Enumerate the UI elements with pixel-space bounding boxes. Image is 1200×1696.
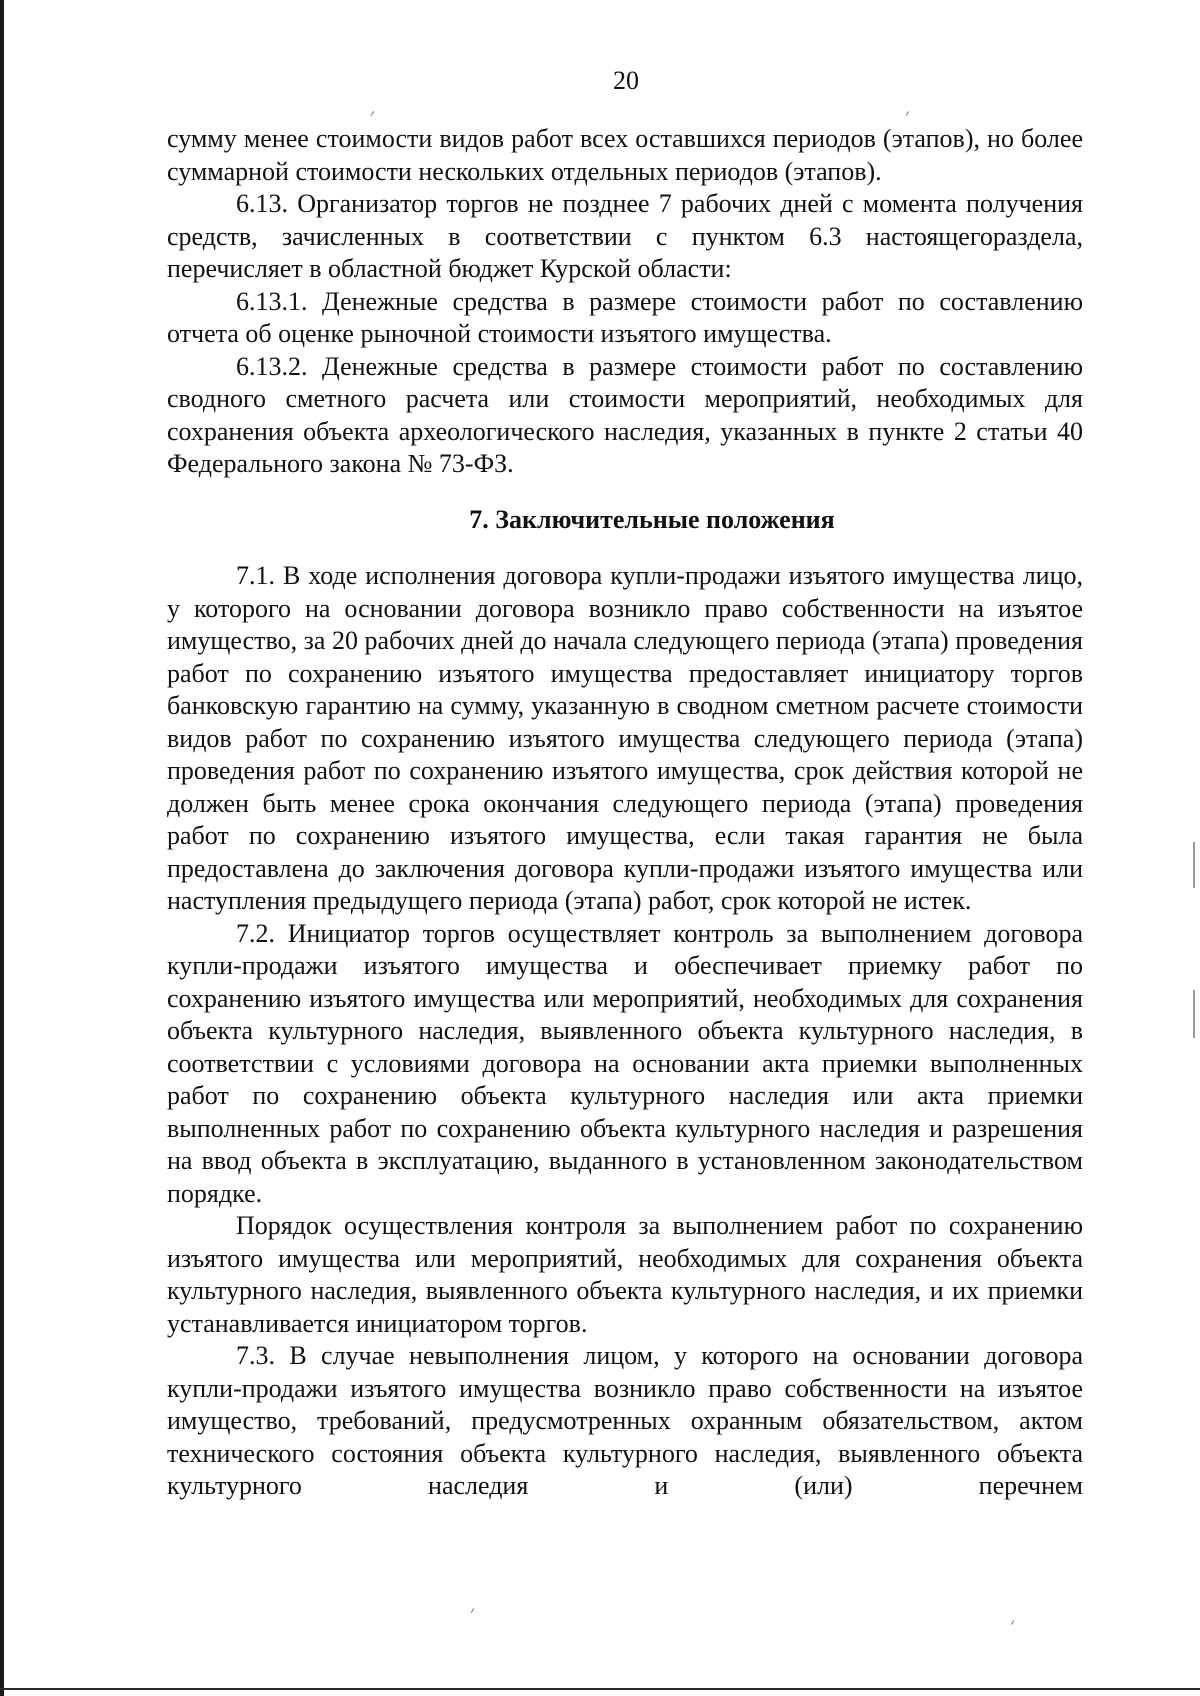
paragraph-7-1: 7.1. В ходе исполнения договора купли-продажи изъятого имущества лицо, у которого на основании договора возникло право собственности на изъятое имущество, за 20 рабочих дней до начала следующего периода (этапа) проведения работ по сохранению изъятого имущества предоставляет инициатору торгов банковскую гарантию на сумму, указанную в сводном сметном расчете стоимости видов работ по сохранению изъятого имущества следующего периода (этапа) проведения работ по сохранению изъятого имущества, срок действия которой не должен быть менее срока окончания следующего периода (этапа) проведения работ по сохранению изъятого имущества, если такая гарантия не была предоставлена до заключения договора купли-продажи изъятого имущества или наступления предыдущего периода (этапа) работ, срок которой не истек. xyxy=(167,561,1083,915)
scan-speck xyxy=(1011,1620,1014,1625)
scan-speck xyxy=(371,111,374,116)
paragraph-7-2: 7.2. Инициатор торгов осуществляет контроль за выполнением договора купли-продажи изъятого имущества и обеспечивает приемку работ по сохранению изъятого имущества или мероприятий, необходимых для сохранения объекта культурного наследия, выявленного объекта культурного наследия, в соответствии с условиями договора на основании акта приемки выполненных работ по сохранению объекта культурного наследия или акта приемки выполненных работ по сохранению объекта культурного наследия и разрешения на ввод объекта в эксплуатацию, выданного в установленном законодательством порядке. xyxy=(167,918,1083,1208)
scan-speck xyxy=(471,1608,474,1613)
scan-border-left xyxy=(0,0,4,1696)
paragraph-6-13-1: 6.13.1. Денежные средства в размере стоимости работ по составлению отчета об оценке рыночной стоимости изъятого имущества. xyxy=(167,286,1083,348)
paragraph-control-order: Порядок осуществления контроля за выполнением работ по сохранению изъятого имущества или мероприятий, необходимых для сохранения объекта культурного наследия, выявленного объекта культурного наследия, и их приемки устанавливается инициатором торгов. xyxy=(167,1211,1083,1338)
paragraph-continuation: сумму менее стоимости видов работ всех оставшихся периодов (этапов), но более суммарной стоимости нескольких отдельных периодов (этапов). xyxy=(167,124,1083,186)
page-number: 20 xyxy=(613,66,639,95)
paragraph-6-13-2: 6.13.2. Денежные средства в размере стоимости работ по составлению сводного сметного расчета или стоимости мероприятий, необходимых для сохранения объекта археологического наследия, указанных в пункте 2 статьи 40 Федерального закона № 73-ФЗ. xyxy=(167,351,1083,478)
paragraph-6-13: 6.13. Организатор торгов не позднее 7 рабочих дней с момента получения средств, зачисленных в соответствии с пунктом 6.3 настоящегораздела, перечисляет в областной бюджет Курской области: xyxy=(167,189,1083,283)
section-7-heading: 7. Заключительные положения xyxy=(469,504,835,534)
paragraph-7-3: 7.3. В случае невыполнения лицом, у которого на основании договора купли-продажи изъятого имущества возникло право собственности на изъятое имущество, требований, предусмотренных охранным обязательством, актом технического состояния объекта культурного наследия, выявленного объекта культурного наследия и (или) перечнем xyxy=(167,1341,1083,1500)
document-body xyxy=(167,123,1083,1503)
scan-margin-mark xyxy=(1193,842,1195,888)
scan-speck xyxy=(906,111,909,116)
scan-border-bottom xyxy=(0,1688,1200,1690)
scan-margin-mark xyxy=(1193,990,1195,1038)
